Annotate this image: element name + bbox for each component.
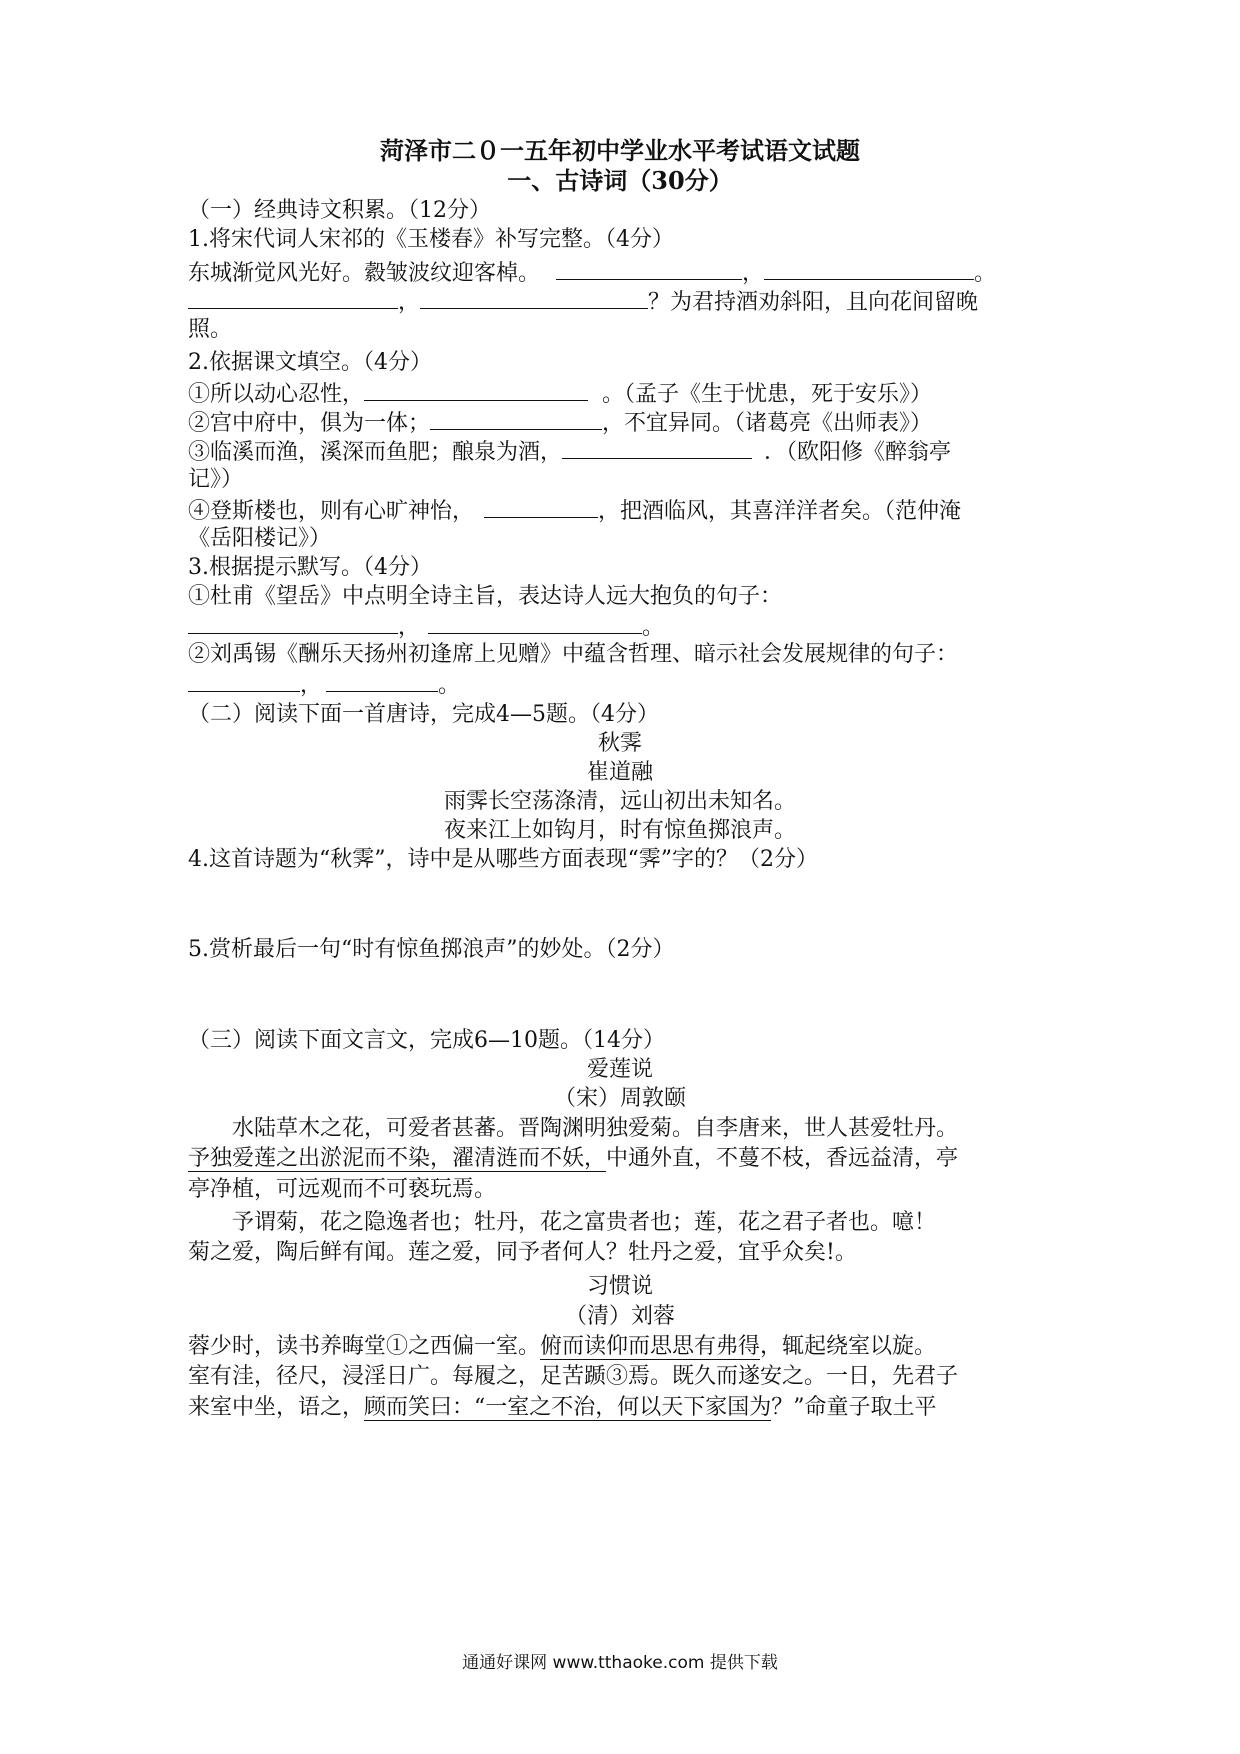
q2-c-tail: 记》） xyxy=(188,467,244,492)
q2-b xyxy=(188,407,932,439)
answer-blank[interactable] xyxy=(326,669,438,692)
answer-blank[interactable] xyxy=(188,286,398,309)
q2-a-post: 。（孟子《生于忧患，死于安乐》） xyxy=(602,382,933,407)
exam-title: 菏泽市二０一五年初中学业水平考试语文试题 xyxy=(380,136,860,165)
punct: 。 xyxy=(642,615,665,640)
q2-b-pre: ②宫中府中，俱为一体； xyxy=(188,411,431,436)
text1-p1-line2-rest: 中通外直，不蔓不枝，香远益清，亭 xyxy=(606,1146,959,1171)
text2-line1-a: 蓉少时，读书养晦堂①之西偏一室。 xyxy=(188,1334,541,1359)
q5-stem: 5.赏析最后一句“时有惊鱼掷浪声”的妙处。（2分） xyxy=(188,937,675,962)
q3-a: ①杜甫《望岳》中点明全诗主旨，表达诗人远大抱负的句子： xyxy=(188,584,783,609)
q1-stem: 1.将宋代词人宋祁的《玉楼春》补写完整。（4分） xyxy=(188,227,674,252)
text1-p1-line3: 亭净植，可远观而不可亵玩焉。 xyxy=(188,1177,497,1202)
text2-author: （清）刘蓉 xyxy=(564,1304,675,1329)
text2-line3-b: ？”命童子取土平 xyxy=(771,1395,937,1420)
q4-stem: 4.这首诗题为“秋霁”，诗中是从哪些方面表现“霁”字的？（2分） xyxy=(188,847,818,872)
answer-blank[interactable] xyxy=(764,257,974,280)
text2-line2: 室有洼，径尺，浸淫日广。每履之，足苦踬③焉。既久而遂安之。一日，先君子 xyxy=(188,1364,959,1389)
q2-a xyxy=(188,378,932,410)
q2-c-post: ．（欧阳修《醉翁亭 xyxy=(764,440,952,465)
poem-title: 秋霁 xyxy=(597,731,642,756)
q1-line1-text: 东城渐觉风光好。縠皱波纹迎客棹。 xyxy=(188,261,541,286)
q2-c xyxy=(188,436,951,468)
part3-heading: （三）阅读下面文言文，完成6—10题。（14分） xyxy=(188,1028,665,1053)
q2-d-tail: 《岳阳楼记》） xyxy=(188,526,332,551)
q2-d-post: ，把酒临风，其喜洋洋者矣。（范仲淹 xyxy=(598,499,962,524)
punct: ， xyxy=(398,615,421,640)
punct: 。 xyxy=(438,673,461,698)
q2-d-pre: ④登斯楼也，则有心旷神怡， xyxy=(188,499,475,524)
text2-title: 习惯说 xyxy=(586,1274,653,1299)
answer-blank[interactable] xyxy=(484,495,598,518)
underlined-sentence: 顾而笑曰：“一室之不治，何以天下家国为 xyxy=(364,1395,772,1420)
answer-blank[interactable] xyxy=(420,286,648,309)
underlined-sentence: 予独爱莲之出淤泥而不染，濯清涟而不妖， xyxy=(188,1146,607,1171)
q2-a-pre: ①所以动心忍性， xyxy=(188,382,365,407)
underlined-sentence: 俯而读仰而思思有弗得 xyxy=(540,1334,761,1359)
punct: ， xyxy=(742,261,765,286)
q1-line2-tail: ？为君持酒劝斜阳，且向花间留晚 xyxy=(648,290,979,315)
part1-heading: （一）经典诗文积累。（12分） xyxy=(188,198,491,223)
section-heading: 一、古诗词（30分） xyxy=(507,166,733,195)
q1-line3: 照。 xyxy=(188,317,233,342)
q2-c-pre: ③临溪而渔，溪深而鱼肥；酿泉为酒， xyxy=(188,440,563,465)
answer-blank[interactable] xyxy=(556,257,742,280)
q1-line1 xyxy=(188,257,996,289)
answer-blank[interactable] xyxy=(364,378,588,401)
text1-p1-line2 xyxy=(188,1144,958,1174)
punct: ， xyxy=(300,673,323,698)
text1-p1-line1: 水陆草木之花，可爱者甚蕃。晋陶渊明独爱菊。自李唐来，世人甚爱牡丹。 xyxy=(232,1116,959,1141)
poem-author: 崔道融 xyxy=(586,760,653,785)
answer-blank[interactable] xyxy=(562,436,752,459)
poem-line: 夜来江上如钩月，时有惊鱼掷浪声。 xyxy=(443,818,796,843)
answer-blank[interactable] xyxy=(428,611,642,634)
punct: ， xyxy=(398,290,421,315)
answer-blank[interactable] xyxy=(430,407,602,430)
q3-stem: 3.根据提示默写。（4分） xyxy=(188,555,432,580)
q2-b-post: ，不宜异同。（诸葛亮《出师表》） xyxy=(602,411,933,436)
text1-p2-line1: 予谓菊，花之隐逸者也；牡丹，花之富贵者也；莲，花之君子者也。噫！ xyxy=(232,1210,937,1235)
q3-b: ②刘禹锡《酬乐天扬州初逢席上见赠》中蕴含哲理、暗示社会发展规律的句子： xyxy=(188,642,959,667)
q3-a-answer xyxy=(188,611,664,643)
page-footer: 通通好课网 www.tthaoke.com 提供下载 xyxy=(462,1653,778,1673)
answer-blank[interactable] xyxy=(188,669,300,692)
poem-line: 雨霁长空荡涤清，远山初出未知名。 xyxy=(443,789,796,814)
text1-p2-line2: 菊之爱，陶后鲜有闻。莲之爱，同予者何人？牡丹之爱，宜乎众矣!。 xyxy=(188,1240,857,1265)
part2-heading: （二）阅读下面一首唐诗，完成4—5题。（4分） xyxy=(188,702,659,727)
text1-author: （宋）周敦颐 xyxy=(553,1086,686,1111)
q2-stem: 2.依据课文填空。（4分） xyxy=(188,350,432,375)
punct: 。 xyxy=(974,261,997,286)
text2-line1-b: ，辄起绕室以旋。 xyxy=(760,1334,937,1359)
text2-line1 xyxy=(188,1332,936,1362)
q1-line2 xyxy=(188,286,978,318)
text2-line3-a: 来室中坐，语之， xyxy=(188,1395,365,1420)
answer-blank[interactable] xyxy=(188,611,398,634)
text2-line3 xyxy=(188,1393,937,1423)
text1-title: 爱莲说 xyxy=(586,1057,653,1082)
q3-b-answer xyxy=(188,669,460,701)
q2-d xyxy=(188,495,961,527)
